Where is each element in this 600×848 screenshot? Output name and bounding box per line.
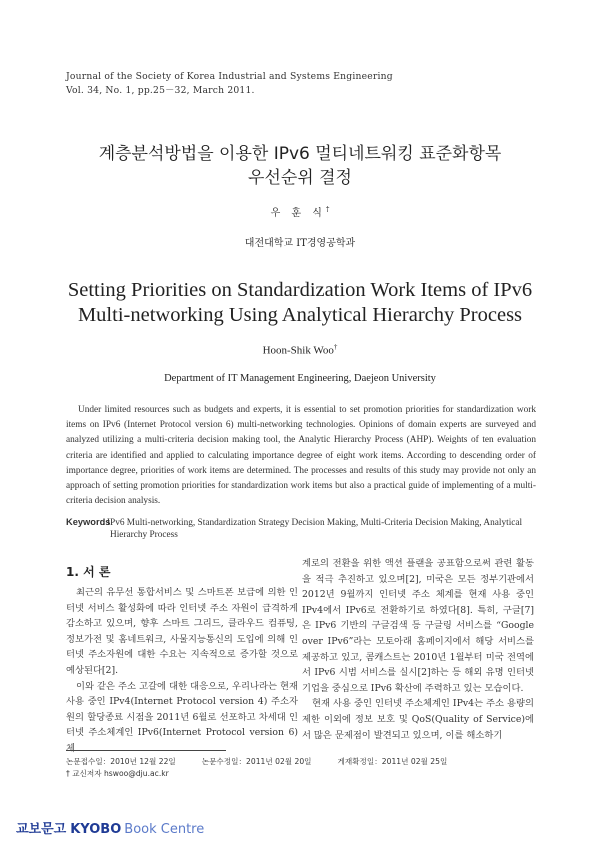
logo-suffix: Book Centre: [124, 822, 205, 837]
keywords-label: Keywords: [66, 517, 111, 527]
footnote: [66, 756, 473, 780]
paragraph: 이와 같은 주소 고갈에 대한 대응으로, 우리나라는 현재 사용 중인 IPv4(Internet Protocol version 4) 주소자원의 할당종료 시점을 2011년 6월로 선포하고 차세대 인터넷 주소체계인 IPv6(Internet Protocol version 6) 체: [66, 680, 298, 754]
korean-author-name: 우 훈 식: [270, 208, 326, 219]
body-column-left: [66, 585, 298, 757]
journal-name: Journal of the Society of Korea Industrial and Systems Engineering: [66, 71, 393, 82]
logo-korean: 교보문고: [16, 822, 67, 837]
logo-english: KYOBO: [70, 822, 122, 837]
paragraph: 현재 사용 중인 인터넷 주소체계인 IPv4는 주소 용량의 제한 이외에 정보 보호 및 QoS(Quality of Service)에서 많은 문제점이 발견되고 있으며, 이를 해소하기: [302, 698, 534, 741]
english-affiliation: Department of IT Management Engineering, Daejeon University: [164, 373, 436, 384]
korean-title-line2: 우선순위 결정: [248, 168, 352, 188]
keywords-text: : IPv6 Multi-networking, Standardization Strategy Decision Making, Multi-Criteria Decision Making, Analytical Hierarchy Process: [110, 517, 536, 541]
body-column-right: [302, 556, 534, 743]
abstract: Under limited resources such as budgets and experts, it is essential to set promotion priorities for standardization work items on IPv6 (Internet Protocol version 6) multi-networking technologies. Opinions of domain experts are surveyed and analyzed utilizing a multi-criteria decision making tool, the Analytic Hierarchy Process (AHP). Weights of ten evaluation criteria are identified and applied to calculating importance degree of eight work items. According to descending order of importance degree, priorities of work items are determined. The processes and results of this study may provide not only an approach of setting promotion priorities for standardization work items but also a practical guide of implementing of a multi-criteria decision analysis.: [66, 405, 536, 507]
korean-affiliation: 대전대학교 IT경영공학과: [244, 238, 356, 249]
paragraph: 최근의 유무선 통합서비스 및 스마트폰 보급에 의한 인터넷 서비스 활성화에 따라 인터넷 주소 자원이 급격하게 감소하고 있으며, 향후 스마트 그리드, 클라우드 컴퓨팅, 정보가전 및 홈네트워크, 사물지능통신의 도입에 의해 인터넷 주소자원에 대한 수요는 지속적으로 증가할 것으로 예상된다[2].: [66, 587, 298, 676]
corresponding-mark: †: [325, 205, 330, 214]
corresponding-author: † 교신저자 hswoo@dju.ac.kr: [66, 769, 169, 778]
english-title-line2: Multi-networking Using Analytical Hierarchy Process: [77, 304, 523, 326]
footnote-divider: [66, 750, 226, 751]
english-title: [0, 278, 600, 328]
english-author: [0, 343, 600, 357]
english-author-name: Hoon-Shik Woo: [262, 344, 334, 357]
korean-title-line1: 계층분석방법을 이용한 IPv6 멀티네트워킹 표준화항목: [98, 144, 502, 164]
accepted-date: 게재확정일：2011년 02월 25일: [337, 757, 448, 766]
section-heading: 1. 서 론: [66, 565, 111, 579]
journal-header: [66, 70, 393, 98]
corresponding-mark-en: †: [333, 343, 338, 351]
journal-volume: Vol. 34, No. 1, pp.25－32, March 2011.: [66, 85, 255, 96]
paragraph: 계로의 전환을 위한 액션 플랜을 공표함으로써 관련 활동을 적극 추진하고 있으며[2], 미국은 모든 정부기관에서 2012년 9월까지 인터넷 주소 체계를 현재 사용 중인 IPv4에서 IPv6로 전환하기로 하였다[8]. 특히, 구글[7]은 IPv6 기반의 구글검색 등 구글링 서비스를 “Google over IPv6”라는 모토아래 홈페이지에서 해당 서비스를 제공하고 있고, 콤캐스트는 2010년 1월부터 미국 전역에서 IPv6 시범 서비스를 실시[2]하는 등 해외 유명 인터넷 기업을 중심으로 IPv6 확산에 주력하고 있는 모습이다.: [302, 558, 534, 694]
kyobo-logo: [16, 818, 204, 837]
received-date: 논문접수일：2010년 12월 22일: [66, 757, 176, 766]
korean-author: [0, 204, 600, 219]
korean-title: [0, 142, 600, 190]
keywords: [66, 516, 536, 541]
revised-date: 논문수정일：2011년 02월 20일: [201, 757, 312, 766]
english-title-line1: Setting Priorities on Standardization Work Items of IPv6: [67, 279, 533, 301]
